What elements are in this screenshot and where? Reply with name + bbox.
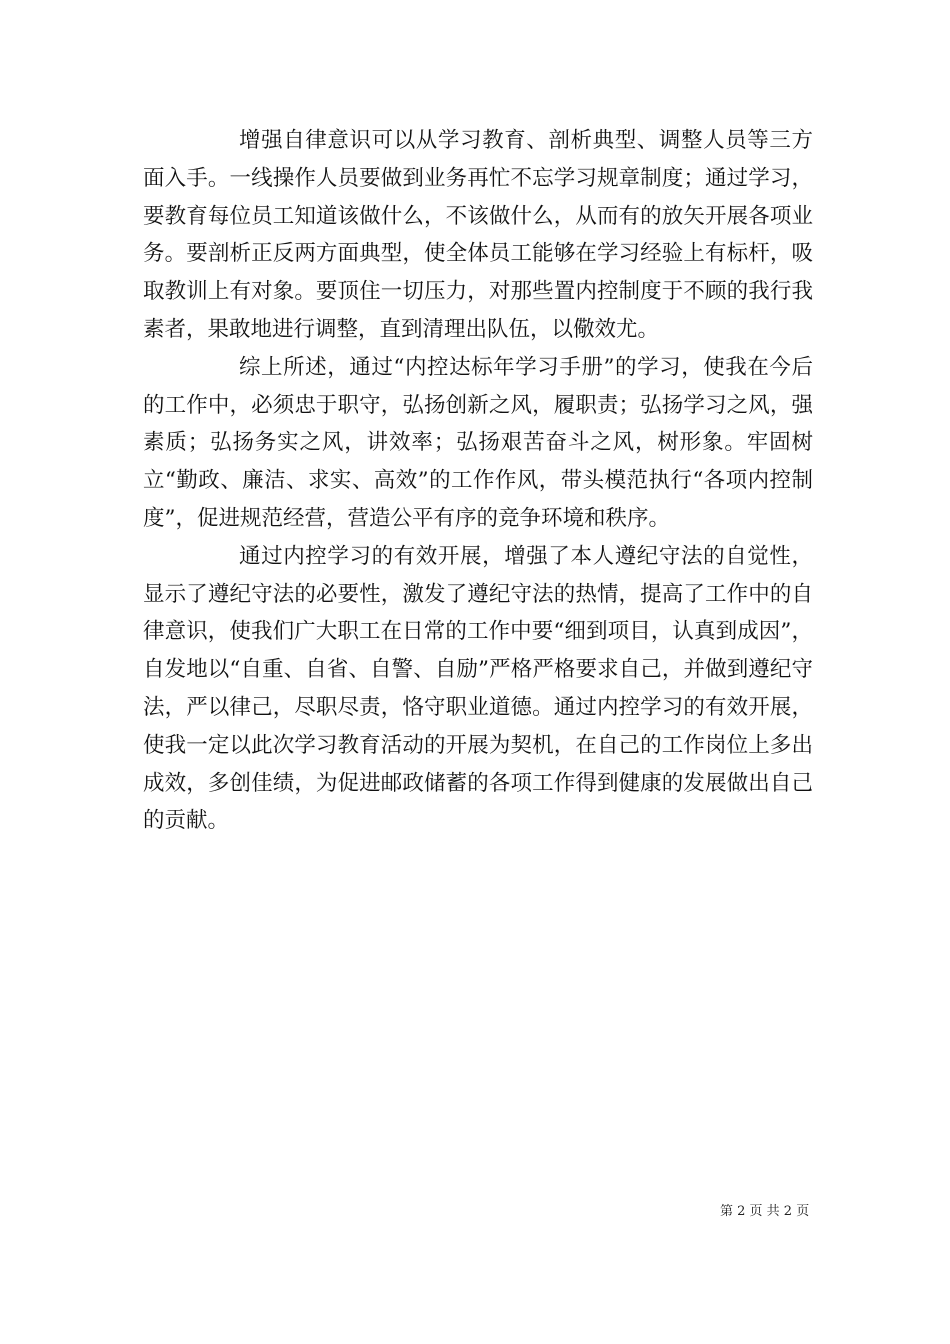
document-body — [143, 122, 813, 840]
paragraph-self-discipline: 增强自律意识可以从学习教育、剖析典型、调整人员等三方面入手。一线操作人员要做到业务再忙不忘学习规章制度；通过学习，要教育每位员工知道该做什么，不该做什么，从而有的放矢开展各项业务。要剖析正反两方面典型，使全体员工能够在学习经验上有标杆，吸取教训上有对象。要顶住一切压力，对那些置内控制度于不顾的我行我素者，果敢地进行调整，直到清理出队伍，以儆效尤。 — [143, 128, 813, 342]
paragraph-summary: 综上所述，通过“内控达标年学习手册”的学习，使我在今后的工作中，必须忠于职守，弘扬创新之风，履职责；弘扬学习之风，强素质；弘扬务实之风，讲效率；弘扬艰苦奋斗之风，树形象。牢固树立“勤政、廉洁、求实、高效”的工作作风，带头模范执行“各项内控制度”，促进规范经营，营造公平有序的竞争环境和秩序。 — [143, 354, 813, 531]
paragraph-conclusion: 通过内控学习的有效开展，增强了本人遵纪守法的自觉性，显示了遵纪守法的必要性，激发了遵纪守法的热情，提高了工作中的自律意识，使我们广大职工在日常的工作中要“细到项目，认真到成因”，自发地以“自重、自省、自警、自励”严格严格要求自己，并做到遵纪守法，严以律己，尽职尽责，恪守职业道德。通过内控学习的有效开展，使我一定以此次学习教育活动的开展为契机，在自己的工作岗位上多出成效，多创佳绩，为促进邮政储蓄的各项工作得到健康的发展做出自己的贡献。 — [143, 543, 813, 834]
page-number-footer: 第 2 页 共 2 页 — [720, 1204, 810, 1219]
